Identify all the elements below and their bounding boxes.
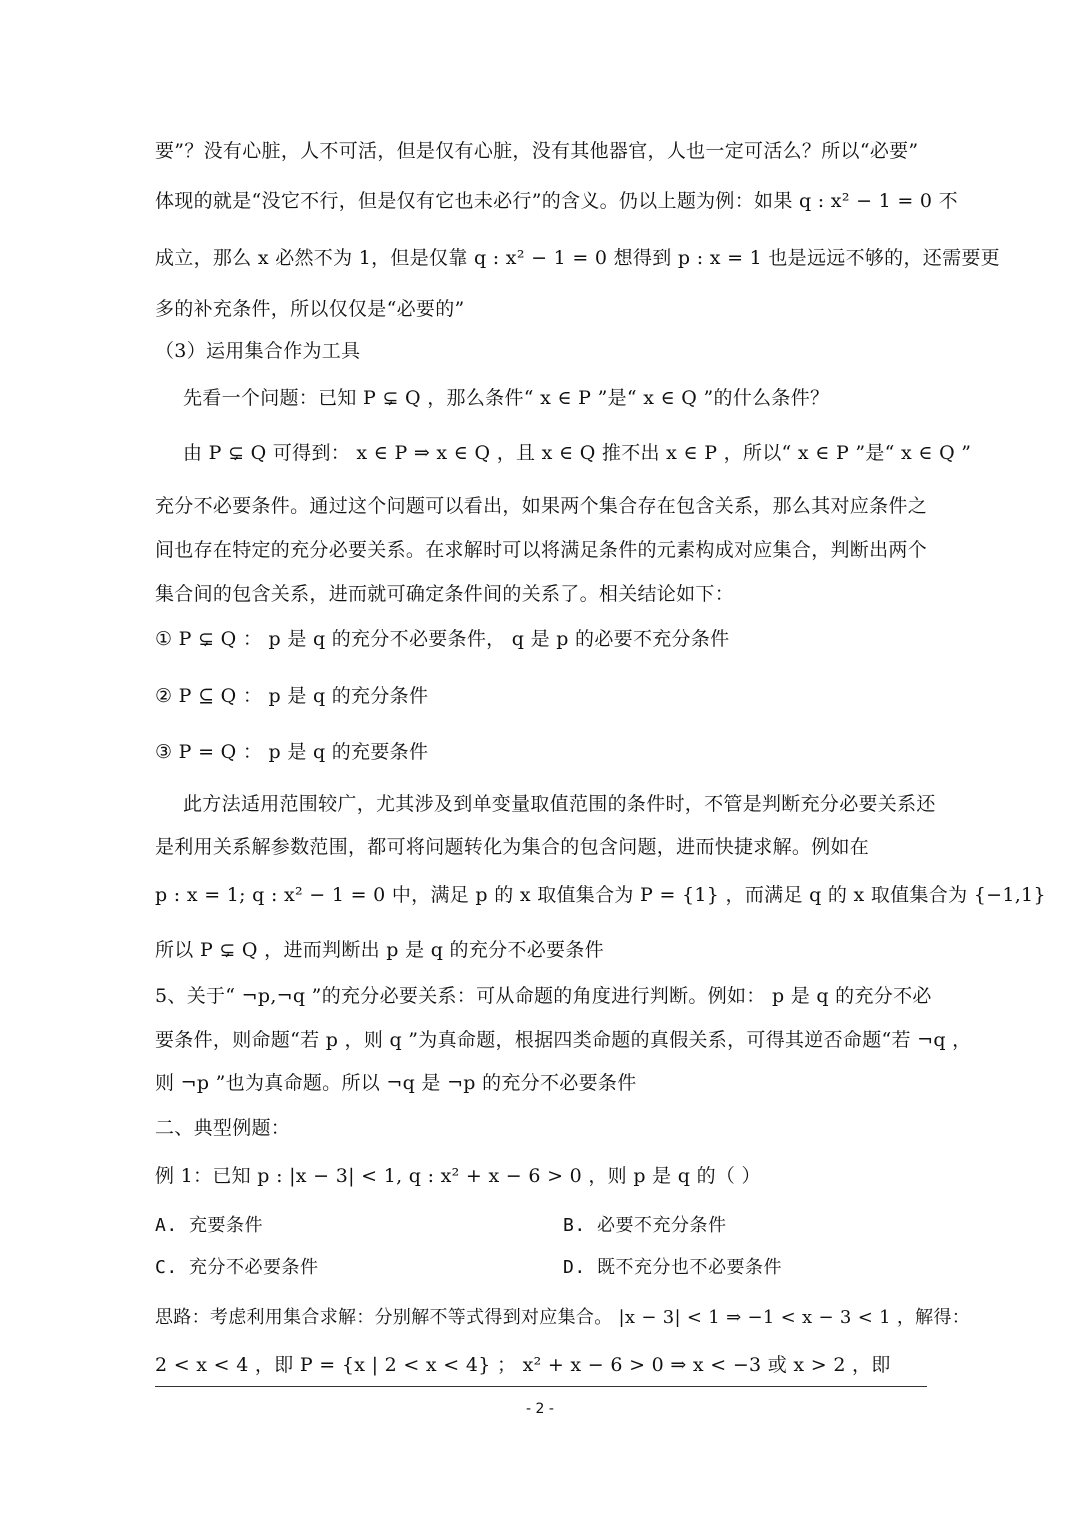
section-heading: （3）运用集合作为工具 — [155, 340, 361, 362]
conclusion-item: ③ P = Q ： p 是 q 的充要条件 — [155, 741, 429, 763]
paragraph-line: 此方法适用范围较广，尤其涉及到单变量取值范围的条件时，不管是判断充分必要关系还 — [183, 793, 936, 815]
paragraph-line: 所以 P ⊊ Q ，进而判断出 p 是 q 的充分不必要条件 — [155, 939, 604, 961]
conclusion-item: ② P ⊆ Q ： p 是 q 的充分条件 — [155, 685, 429, 707]
paragraph-line: 要”？没有心脏，人不可活，但是仅有心脏，没有其他器官，人也一定可活么？所以“必要” — [155, 140, 919, 162]
paragraph-line: 集合间的包含关系，进而就可确定条件间的关系了。相关结论如下： — [155, 583, 735, 605]
footer-divider — [155, 1386, 927, 1387]
paragraph-line: 充分不必要条件。通过这个问题可以看出，如果两个集合存在包含关系，那么其对应条件之 — [155, 495, 928, 517]
paragraph-line: 先看一个问题：已知 P ⊊ Q ，那么条件“ x ∈ P ”是“ x ∈ Q ”的什么条件？ — [183, 387, 830, 409]
paragraph-line: 间也存在特定的充分必要关系。在求解时可以将满足条件的元素构成对应集合，判断出两个 — [155, 539, 928, 561]
paragraph-line: 则 ¬p ”也为真命题。所以 ¬q 是 ¬p 的充分不必要条件 — [155, 1072, 637, 1094]
option-d: D. 既不充分也不必要条件 — [563, 1257, 783, 1278]
paragraph-line: 多的补充条件，所以仅仅是“必要的” — [155, 298, 465, 320]
solution-line: 思路：考虑利用集合求解：分别解不等式得到对应集合。 |x − 3| < 1 ⇒ −1 < x − 3 < 1 ，解得： — [155, 1307, 971, 1328]
paragraph-line: p : x = 1; q : x² − 1 = 0 中，满足 p 的 x 取值集合为 P = {1} ，而满足 q 的 x 取值集合为 {−1,1} — [155, 884, 1046, 906]
paragraph-line: 由 P ⊊ Q 可得到： x ∈ P ⇒ x ∈ Q ，且 x ∈ Q 推不出 x ∈ P ，所以“ x ∈ P ”是“ x ∈ Q ” — [183, 442, 972, 464]
solution-line: 2 < x < 4 ，即 P = {x | 2 < x < 4} ； x² + x − 6 > 0 ⇒ x < −3 或 x > 2 ，即 — [155, 1354, 891, 1376]
option-a: A. 充要条件 — [155, 1215, 264, 1236]
page-number: - 2 - — [526, 1401, 554, 1417]
paragraph-line: 5、关于“ ¬p,¬q ”的充分必要关系：可从命题的角度进行判断。例如： p 是 q 的充分不必 — [155, 985, 932, 1007]
option-c: C. 充分不必要条件 — [155, 1257, 319, 1278]
paragraph-line: 成立，那么 x 必然不为 1，但是仅靠 q : x² − 1 = 0 想得到 p : x = 1 也是远远不够的，还需要更 — [155, 247, 1000, 269]
option-b: B. 必要不充分条件 — [563, 1215, 727, 1236]
example-question: 例 1：已知 p : |x − 3| < 1, q : x² + x − 6 > 0 ，则 p 是 q 的（ ） — [155, 1165, 761, 1187]
section-heading: 二、典型例题： — [155, 1117, 291, 1139]
paragraph-line: 体现的就是“没它不行，但是仅有它也未必行”的含义。仍以上题为例：如果 q : x² − 1 = 0 不 — [155, 190, 958, 212]
paragraph-line: 是利用关系解参数范围，都可将问题转化为集合的包含问题，进而快捷求解。例如在 — [155, 836, 870, 858]
paragraph-line: 要条件，则命题“若 p ，则 q ”为真命题，根据四类命题的真假关系，可得其逆否命题“若 ¬q ， — [155, 1029, 972, 1051]
conclusion-item: ① P ⊊ Q ： p 是 q 的充分不必要条件， q 是 p 的必要不充分条件 — [155, 628, 730, 650]
